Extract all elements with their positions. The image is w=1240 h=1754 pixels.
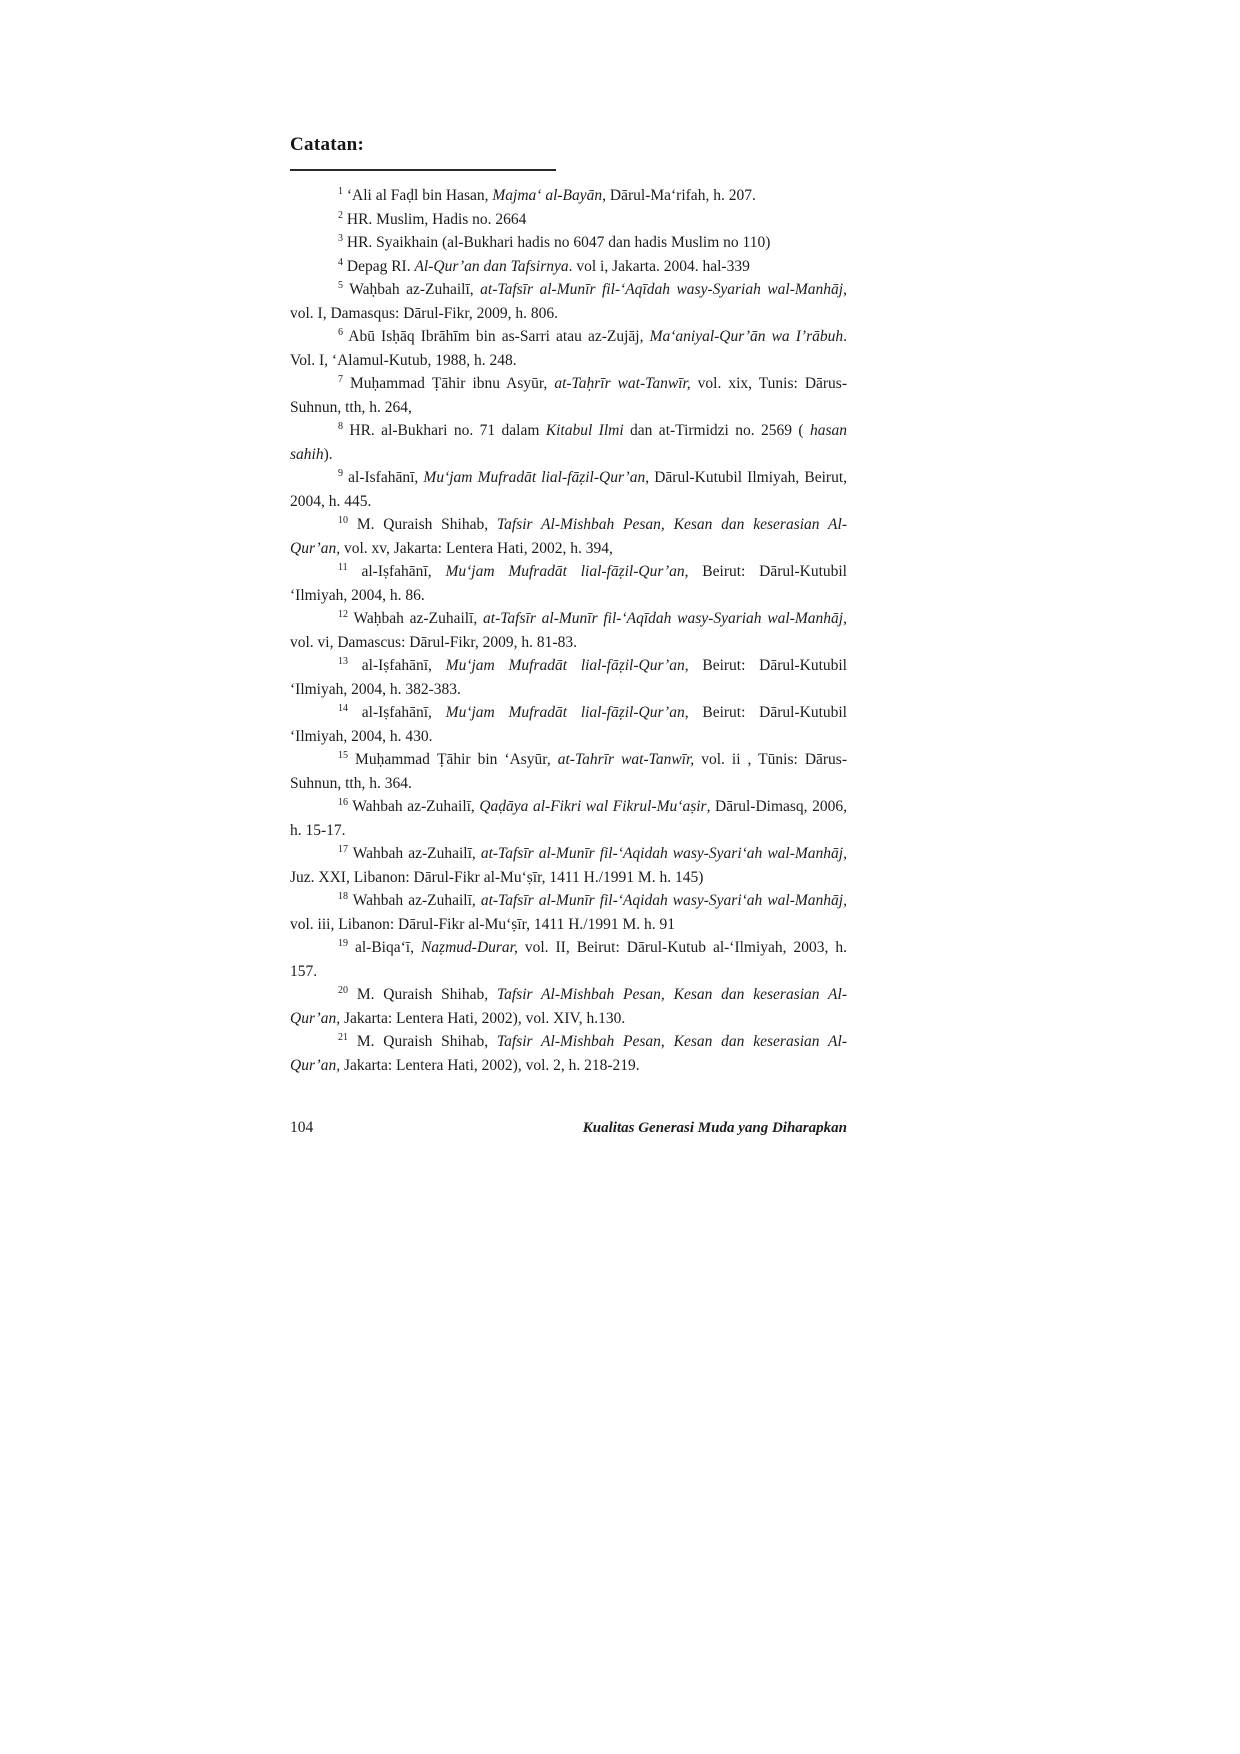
note-title-italic: Mu‘jam Mufradāt lial-fāẓil-Qur’an [445, 704, 685, 721]
note-title-italic: Mu‘jam Mufradāt lial-fāẓil-Qur’an [423, 469, 646, 486]
note-text: . vol i, Jakarta. 2004. hal-339 [568, 257, 750, 275]
note-text: M. Quraish Shihab, [356, 516, 497, 533]
note-number: 21 [338, 1031, 348, 1043]
note-text: ‘Ali al Faḍl bin Hasan, [346, 187, 493, 204]
note-text: dan at-Tirmidzi no. 2569 ( [623, 422, 810, 439]
endnote-12 [290, 607, 847, 654]
note-text: Wahbah az-Zuhailī, [352, 798, 480, 815]
endnote-19 [290, 936, 847, 983]
note-number: 19 [338, 937, 348, 949]
endnote-10 [290, 513, 847, 560]
note-text: Muḥammad Ṭāhir ibnu Asyūr, [350, 375, 555, 392]
note-title-italic: Mu‘jam Mufradāt lial-fāẓil-Qur’an [445, 563, 685, 580]
endnote-15 [290, 748, 847, 795]
note-number: 9 [338, 467, 343, 479]
endnote-17 [290, 842, 847, 889]
endnote-14 [290, 701, 847, 748]
note-number: 11 [338, 561, 348, 573]
note-text: Wahbah az-Zuhailī, [352, 845, 481, 862]
note-text: al-Iṣfahānī, [361, 657, 446, 674]
note-number: 8 [338, 420, 343, 432]
note-number: 17 [338, 843, 348, 855]
endnote-16 [290, 795, 847, 842]
note-text: vol. xv, Jakarta: Lentera Hati, 2002, h. 394, [340, 539, 613, 557]
note-number: 14 [338, 702, 348, 714]
endnote-7 [290, 372, 847, 419]
note-text: , Dārul-Kutubil Ilmiyah, Beirut, 2004, h. 445. [290, 469, 847, 510]
note-text: M. Quraish Shihab, [356, 986, 497, 1003]
note-text: . Vol. I, ‘Alamul-Kutub, 1988, h. 248. [290, 328, 848, 369]
endnote-13 [290, 654, 847, 701]
note-text: Depag RI. [346, 257, 415, 275]
note-title-italic: Ma‘aniyal-Qur’ān wa I’rābuh [649, 328, 844, 345]
note-title-italic: at-Tafsīr al-Munīr fil-‘Aqīdah wasy-Syariah wal-Manhāj [480, 281, 844, 298]
note-title-italic: at-Taḥrīr wat-Tanwīr, [554, 375, 691, 392]
note-number: 1 [338, 185, 343, 197]
note-text: Jakarta: Lentera Hati, 2002), vol. 2, h. 218-219. [340, 1056, 640, 1074]
note-title-italic: Al-Qur’an dan Tafsirnya [414, 257, 569, 275]
note-title-italic: Majma‘ al-Bayān [492, 187, 603, 204]
endnote-11 [290, 560, 847, 607]
endnotes-section [290, 134, 847, 1077]
note-title-italic: Kitabul Ilmi [545, 422, 624, 439]
endnote-9 [290, 466, 847, 513]
running-title: Kualitas Generasi Muda yang Diharapkan [582, 1120, 847, 1136]
note-number: 12 [338, 608, 348, 620]
note-number: 18 [338, 890, 348, 902]
endnote-8 [290, 419, 847, 466]
note-number: 13 [338, 655, 348, 667]
note-title-italic: at-Tafsīr al-Munīr fil-‘Aqidah wasy-Syari‘ah wal-Manhāj, [480, 892, 847, 909]
note-text: HR. Muslim, Hadis no. 2664 [346, 210, 527, 228]
note-number: 3 [338, 232, 343, 244]
note-title-italic: Tafsir Al-Mishbah Pesan, Kesan dan keserasian Al-Qur’an, [290, 986, 847, 1027]
note-text: Waḥbah az-Zuhailī, [349, 281, 481, 298]
endnote-5 [290, 278, 847, 325]
note-text: , Beirut: Dārul-Kutubil ‘Ilmiyah, 2004, h. 430. [290, 704, 847, 745]
endnote-2 [290, 208, 847, 232]
note-text: Jakarta: Lentera Hati, 2002), vol. XIV, h.130. [340, 1009, 626, 1027]
note-title-italic: at-Tafsīr al-Munīr fil-‘Aqidah wasy-Syari‘ah wal-Manhāj, [480, 845, 847, 862]
note-text: Waḥbah az-Zuhailī, [353, 610, 484, 627]
note-text: ). [323, 445, 333, 463]
note-text: Muḥammad Ṭāhir bin ‘Asyūr, [355, 751, 558, 768]
note-number: 4 [338, 256, 343, 268]
endnote-4 [290, 255, 847, 279]
note-number: 5 [338, 279, 343, 291]
note-text: , vol. vi, Damascus: Dārul-Fikr, 2009, h. 81-83. [290, 610, 847, 651]
note-number: 10 [338, 514, 348, 526]
note-title-italic: at-Tahrīr wat-Tanwīr, [557, 751, 695, 768]
note-title-italic: at-Tafsīr al-Munīr fil-‘Aqīdah wasy-Syariah wal-Manhāj [483, 610, 844, 627]
endnote-18 [290, 889, 847, 936]
note-text: vol. iii, Libanon: Dārul-Fikr al-Mu‘ṣīr, 1411 H./1991 M. h. 91 [290, 915, 675, 933]
endnote-1 [290, 184, 847, 208]
endnotes-list [290, 184, 847, 1077]
note-text: , Dārul-Ma‘rifah, h. 207. [602, 187, 756, 204]
endnote-21 [290, 1030, 847, 1077]
note-number: 2 [338, 209, 343, 221]
note-title-italic: hasan sahih [290, 422, 847, 463]
note-text: Wahbah az-Zuhailī, [352, 892, 481, 909]
note-text: , Dārul-Dimasq, 2006, h. 15-17. [290, 798, 847, 839]
page-footer [290, 1119, 847, 1137]
note-text: , Beirut: Dārul-Kutubil ‘Ilmiyah, 2004, h. 86. [290, 563, 847, 604]
note-text: vol. xix, Tunis: Dārus-Suhnun, tth, h. 264, [290, 375, 848, 416]
note-number: 20 [338, 984, 348, 996]
note-text: , Beirut: Dārul-Kutubil ‘Ilmiyah, 2004, h. 382-383. [290, 657, 847, 698]
note-number: 7 [338, 373, 343, 385]
note-text: , vol. I, Damasqus: Dārul-Fikr, 2009, h. 806. [290, 281, 847, 322]
note-text: Juz. XXI, Libanon: Dārul-Fikr al-Mu‘ṣīr, 1411 H./1991 M. h. 145) [290, 868, 704, 886]
page-number: 104 [290, 1119, 314, 1136]
note-text: HR. Syaikhain (al-Bukhari hadis no 6047 dan hadis Muslim no 110) [346, 234, 771, 251]
note-text: M. Quraish Shihab, [356, 1033, 497, 1050]
note-title-italic: Tafsir Al-Mishbah Pesan, Kesan dan keserasian Al-Qur’an, [290, 516, 847, 557]
note-title-italic: Naẓmud-Durar, [420, 939, 518, 956]
note-number: 6 [338, 326, 343, 338]
note-text: al-Iṣfahānī, [361, 563, 446, 580]
endnote-6 [290, 325, 847, 372]
heading-divider [290, 169, 556, 171]
note-number: 15 [338, 749, 348, 761]
note-text: Abū Isḥāq Ibrāhīm bin as-Sarri atau az-Zujāj, [348, 328, 650, 345]
note-title-italic: Mu‘jam Mufradāt lial-fāẓil-Qur’an [445, 657, 685, 674]
endnote-20 [290, 983, 847, 1030]
endnote-3 [290, 231, 847, 255]
note-title-italic: Qaḍāya al-Fikri wal Fikrul-Mu‘aṣir [479, 798, 707, 815]
note-text: vol. ii , Tūnis: Dārus-Suhnun, tth, h. 364. [290, 751, 847, 792]
note-text: vol. II, Beirut: Dārul-Kutub al-‘Ilmiyah, 2003, h. 157. [290, 939, 848, 980]
note-title-italic: Tafsir Al-Mishbah Pesan, Kesan dan keserasian Al-Qur’an, [290, 1033, 847, 1074]
note-text: HR. al-Bukhari no. 71 dalam [349, 422, 546, 439]
note-text: al-Biqa‘ī, [355, 939, 421, 956]
section-heading: Catatan: [290, 134, 365, 155]
note-text: al-Iṣfahānī, [361, 704, 446, 721]
note-text: al-Isfahānī, [348, 469, 424, 486]
note-number: 16 [338, 796, 348, 808]
